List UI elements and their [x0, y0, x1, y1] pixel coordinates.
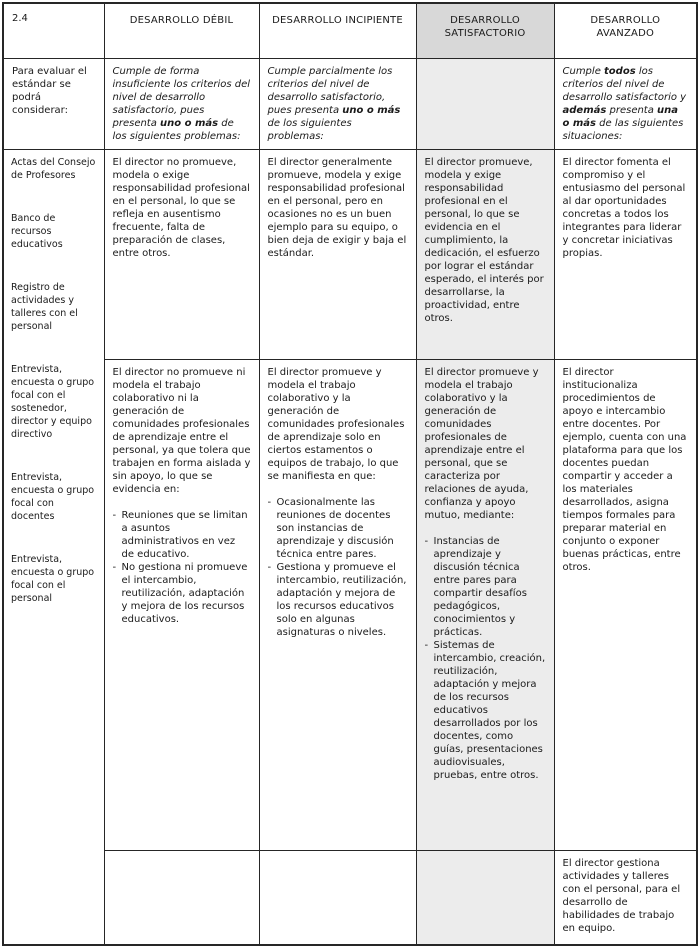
plain-text: de los siguientes problemas:: [267, 117, 352, 142]
plain-text: Cumple de forma insuficiente los criterios del nivel de desarrollo satisfactorio, pues presenta: [112, 65, 251, 129]
criteria-cell-avanzado: [554, 58, 697, 149]
cell-responsabilidad-avanzado: El director fomenta el compromiso y el entusiasmo del personal al dar oportunidades concretas a todos los integrantes para liderar y concretar iniciativas propias.: [554, 149, 697, 359]
evidence-item: Banco de recursos educativos: [11, 212, 63, 250]
bullet-item: [113, 509, 251, 561]
evidence-item: Entrevista, encuesta o grupo focal con docentes: [11, 471, 95, 522]
bullet-text: Reuniones que se limitan a asuntos administrativos en vez de educativo.: [121, 509, 248, 560]
evidence-item: Actas del Consejo de Profesores: [11, 156, 96, 181]
bullet-list-debil: [113, 509, 251, 626]
cell-colaboracion-satisfactorio: [416, 359, 554, 850]
emphasis-text: todos: [604, 65, 636, 77]
cell-intro: El director promueve y modela el trabajo colaborativo y la generación de comunidades profesionales de aprendizaje solo en ciertos estamentos o equipos de trabajo, lo que se manifiesta en que:: [267, 366, 405, 482]
plain-text: Cumple: [562, 65, 605, 77]
bullet-text: Sistemas de intercambio, creación, reutilización, adaptación y mejora de los recursos educativos desarrollados por los docentes, como guías, presentaciones audiovisuales, pruebas, entre otros.: [433, 639, 546, 781]
rubric-table: [2, 2, 698, 946]
cell-extra-incipiente: [259, 850, 416, 945]
bullet-text: Ocasionalmente las reuniones de docentes son instancias de aprendizaje y discusión técnica entre pares.: [276, 496, 394, 560]
plain-text: presenta: [606, 104, 658, 116]
emphasis-text: uno o más: [160, 117, 219, 129]
row-extra: [3, 850, 697, 945]
header-cell-satisfactorio: DESARROLLO SATISFACTORIO: [416, 3, 554, 58]
bullet-item: [425, 639, 546, 782]
plain-text: los criterios del nivel de desarrollo satisfactorio y: [562, 65, 687, 103]
cell-colaboracion-debil: [104, 359, 259, 850]
bullet-dash: -: [424, 535, 429, 547]
emphasis-text: uno o más: [342, 104, 401, 116]
cell-intro: El director no promueve ni modela el trabajo colaborativo ni la generación de comunidades profesionales de aprendizaje entre el personal, ya que tolera que trabajen en forma aislada y sin apoyo, lo que se evidencia en:: [112, 366, 251, 495]
cell-colaboracion-avanzado: El director institucionaliza procedimientos de apoyo e intercambio entre docentes. Por ejemplo, cuenta con una plataforma para que los docentes puedan compartir y acceder a los materiales desarrollados, asigna tiempos formales para preparar material en conjunto o exponer buenas prácticas, entre otros.: [554, 359, 697, 850]
cell-intro: El director promueve y modela el trabajo colaborativo y la generación de comunidades profesionales de aprendizaje entre el personal, que se caracteriza por relaciones de ayuda, confianza y apoyo mutuo, mediante:: [424, 366, 539, 521]
plain-text: de las siguientes situaciones:: [562, 117, 684, 142]
criteria-intro-cell: Para evaluar el estándar se podrá considerar:: [3, 58, 104, 149]
header-cell-incipiente: DESARROLLO INCIPIENTE: [259, 3, 416, 58]
cell-responsabilidad-satisfactorio: El director promueve, modela y exige responsabilidad profesional en el personal, lo que se evidencia en el cumplimiento, la dedicación, el esfuerzo por lograr el estándar esperado, el interés por desarrollarse, la proactividad, entre otros.: [416, 149, 554, 359]
plain-text: Cumple parcialmente los criterios del nivel de desarrollo satisfactorio, pues presenta: [267, 65, 393, 116]
bullet-dash: -: [112, 509, 117, 521]
emphasis-text: además: [562, 104, 607, 116]
evidence-group-documents: [11, 156, 99, 333]
bullet-dash: -: [267, 561, 272, 573]
criteria-cell-debil: [104, 58, 259, 149]
cell-extra-avanzado: El director gestiona actividades y talleres con el personal, para el desarrollo de habilidades de trabajo en equipo.: [554, 850, 697, 945]
bullet-text: Instancias de aprendizaje y discusión técnica entre pares para compartir desafíos pedagógicos, conocimientos y prácticas.: [433, 535, 527, 638]
plain-text: de los siguientes problemas:: [112, 117, 241, 142]
bullet-list-incipiente: [268, 496, 408, 639]
evidence-item: Registro de actividades y talleres con el personal: [11, 281, 78, 332]
header-cell-avanzado: DESARROLLO AVANZADO: [554, 3, 697, 58]
cell-extra-satisfactorio: [416, 850, 554, 945]
bullet-item: [268, 561, 408, 639]
cell-responsabilidad-debil: El director no promueve, modela o exige responsabilidad profesional en el personal, lo que se refleja en ausentismo frecuente, falta de preparación de clases, entre otros.: [104, 149, 259, 359]
criteria-row: [3, 58, 697, 149]
emphasis-text: una o más: [562, 104, 679, 129]
evidence-item: Entrevista, encuesta o grupo focal con el personal: [11, 553, 95, 604]
cell-extra-debil: [104, 850, 259, 945]
evidence-item: Entrevista, encuesta o grupo focal con el sostenedor, director y equipo directivo: [11, 363, 95, 440]
bullet-text: No gestiona ni promueve el intercambio, reutilización, adaptación y mejora de los recursos educativos.: [121, 561, 248, 625]
bullet-text: Gestiona y promueve el intercambio, reutilización, adaptación y mejora de los recursos educativos solo en algunas asignaturas o niveles.: [276, 561, 407, 638]
bullet-dash: -: [424, 639, 429, 651]
bullet-dash: -: [112, 561, 117, 573]
header-cell-debil: DESARROLLO DÉBIL: [104, 3, 259, 58]
bullet-dash: -: [267, 496, 272, 508]
standard-code: 2.4: [3, 3, 104, 58]
criteria-cell-incipiente: [259, 58, 416, 149]
header-row: [3, 3, 697, 58]
cell-colaboracion-incipiente: [259, 359, 416, 850]
bullet-list-satisfactorio: [425, 535, 546, 782]
bullet-item: [113, 561, 251, 626]
evidence-cell: [3, 149, 104, 945]
row-responsabilidad: [3, 149, 697, 359]
bullet-item: [268, 496, 408, 561]
criteria-cell-satisfactorio: [416, 58, 554, 149]
bullet-item: [425, 535, 546, 639]
evidence-group-interviews: [11, 363, 99, 605]
cell-responsabilidad-incipiente: El director generalmente promueve, modela y exige responsabilidad profesional en el personal, pero en ocasiones no es un buen ejemplo para su equipo, o bien deja de exigir y baja el estándar.: [259, 149, 416, 359]
row-colaboracion: [3, 359, 697, 850]
